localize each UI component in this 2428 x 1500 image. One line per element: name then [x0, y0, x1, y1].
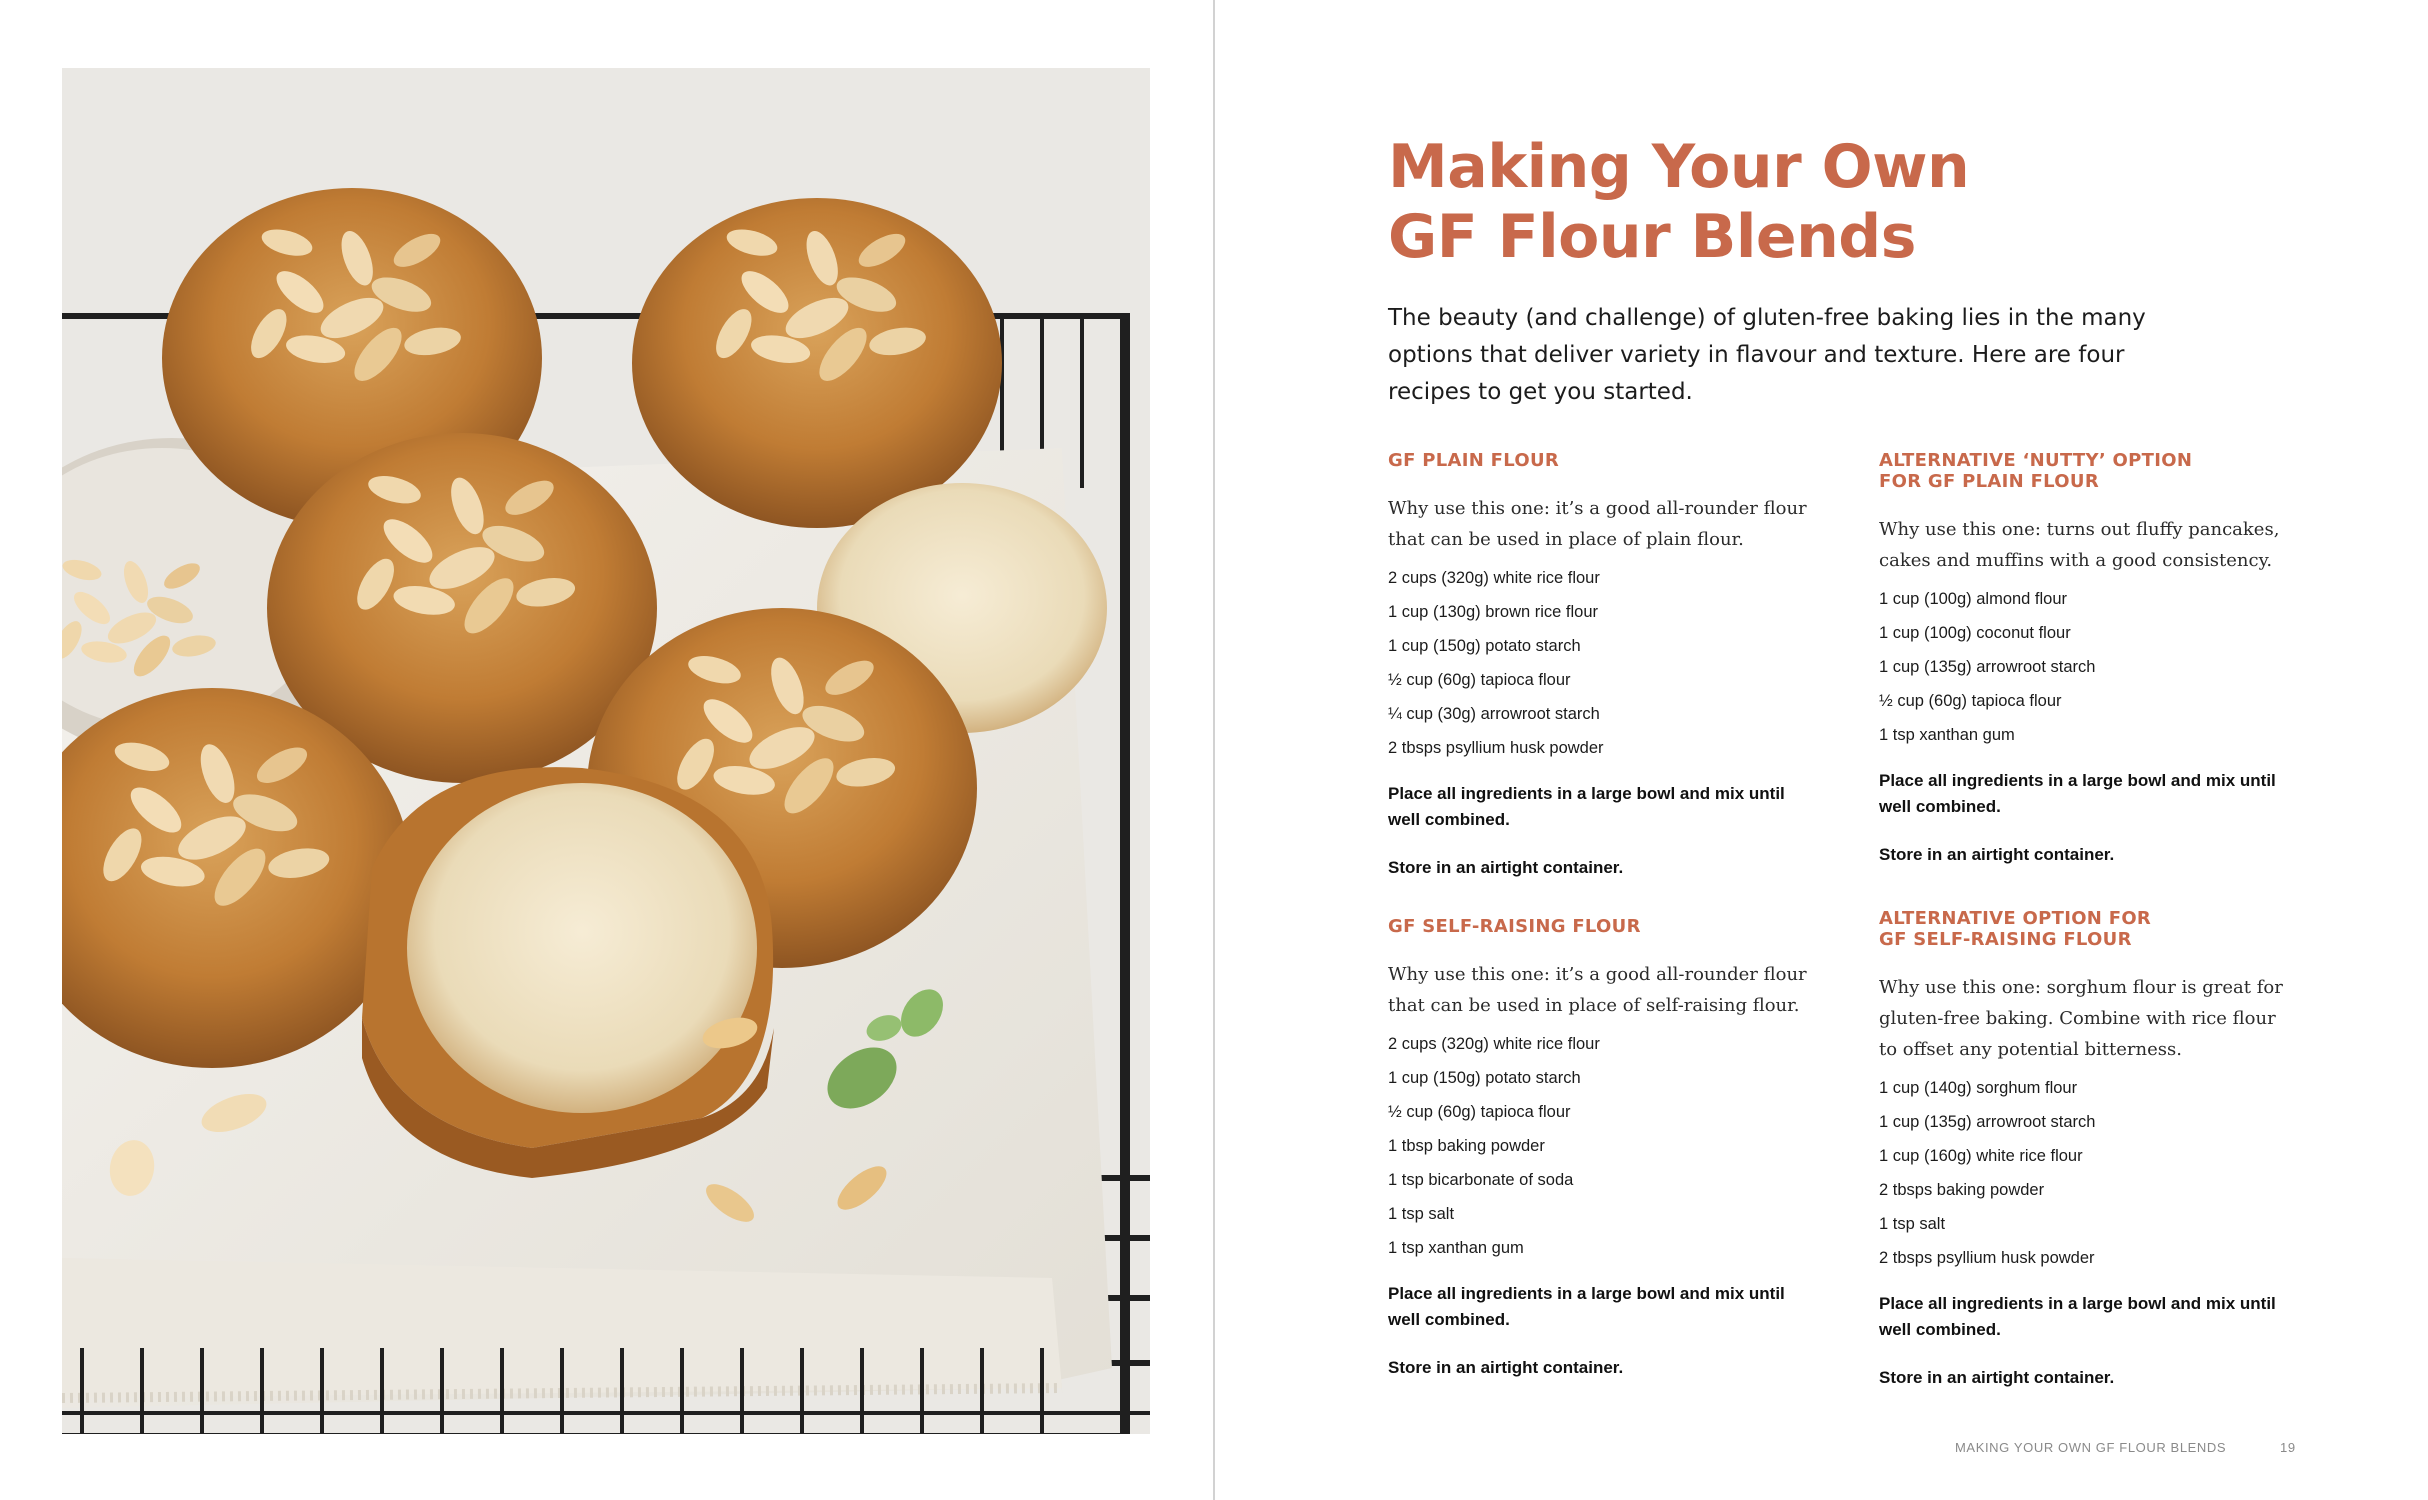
recipe-method: Place all ingredients in a large bowl and mix until well combined. [1879, 771, 2276, 816]
recipe-method: Place all ingredients in a large bowl and mix until well combined. [1388, 784, 1785, 829]
page-title [1388, 132, 2088, 272]
ingredient-item: 2 tbsps psyllium husk powder [1879, 1249, 2095, 1267]
recipe-why: Why use this one: it’s a good all-rounder flour that can be used in place of plain flour. [1388, 498, 1807, 550]
ingredient-item: 1 cup (140g) sorghum flour [1879, 1079, 2078, 1097]
ingredient-item: 1 cup (135g) arrowroot starch [1879, 1113, 2096, 1131]
recipe-heading [1388, 916, 1808, 937]
intro-paragraph: The beauty (and challenge) of gluten-free baking lies in the many options that deliver variety in flavour and texture. Here are four recipes to get you started. [1388, 305, 2146, 405]
ingredient-item: 1 tsp xanthan gum [1879, 726, 2015, 744]
ingredient-item: 1 cup (150g) potato starch [1388, 637, 1581, 655]
ingredient-list [1388, 1027, 1808, 1265]
ingredient-item: 2 tbsps baking powder [1879, 1181, 2045, 1199]
ingredient-item: 1 tsp salt [1388, 1205, 1455, 1223]
ingredient-list [1879, 582, 2299, 752]
recipe-why: Why use this one: it’s a good all-rounder flour that can be used in place of self-raising flour. [1388, 964, 1807, 1016]
page-title-line-1: Making Your Own [1388, 132, 1970, 202]
ingredient-item: 1 tsp salt [1879, 1215, 1946, 1233]
recipe-storage: Store in an airtight container. [1388, 858, 1624, 877]
recipe-why: Why use this one: turns out fluffy pancakes, cakes and muffins with a good consistency. [1879, 519, 2280, 571]
recipe-heading-line: GF PLAIN FLOUR [1388, 450, 1560, 471]
recipe-alternative-self-raising-flour [1879, 908, 2299, 1391]
recipe-heading [1388, 450, 1808, 471]
recipe-method: Place all ingredients in a large bowl and mix until well combined. [1879, 1294, 2276, 1339]
ingredient-item: ½ cup (60g) tapioca flour [1388, 1103, 1571, 1121]
ingredient-item: 1 tsp xanthan gum [1388, 1239, 1524, 1257]
right-page [1215, 0, 2428, 1500]
recipe-heading-line: ALTERNATIVE ‘NUTTY’ OPTION [1879, 450, 2193, 471]
recipe-storage: Store in an airtight container. [1879, 1368, 2115, 1387]
muffins-photo [62, 68, 1150, 1434]
recipe-heading-line: ALTERNATIVE OPTION FOR [1879, 908, 2152, 929]
ingredient-item: 1 tbsp baking powder [1388, 1137, 1545, 1155]
page-title-line-2: GF Flour Blends [1388, 202, 1916, 272]
recipe-method: Place all ingredients in a large bowl and mix until well combined. [1388, 1284, 1785, 1329]
left-page [0, 0, 1213, 1500]
ingredient-item: 1 tsp bicarbonate of soda [1388, 1171, 1574, 1189]
recipe-alternative-nutty-plain-flour [1879, 450, 2299, 868]
recipe-heading-line: FOR GF PLAIN FLOUR [1879, 471, 2099, 492]
ingredient-item: 1 cup (160g) white rice flour [1879, 1147, 2083, 1165]
recipe-why: Why use this one: sorghum flour is great for gluten-free baking. Combine with rice flour to offset any potential bitterness. [1879, 977, 2283, 1060]
recipe-heading [1879, 908, 2299, 950]
ingredient-list [1388, 561, 1808, 765]
ingredient-item: 1 cup (100g) almond flour [1879, 590, 2068, 608]
running-head: MAKING YOUR OWN GF FLOUR BLENDS [1955, 1440, 2227, 1455]
ingredient-item: 1 cup (135g) arrowroot starch [1879, 658, 2096, 676]
ingredient-item: ¼ cup (30g) arrowroot starch [1388, 705, 1600, 723]
recipe-storage: Store in an airtight container. [1388, 1358, 1624, 1377]
recipe-gf-plain-flour [1388, 450, 1808, 881]
recipe-gf-self-raising-flour [1388, 916, 1808, 1381]
recipe-heading-line: GF SELF-RAISING FLOUR [1879, 929, 2132, 950]
ingredient-item: 1 cup (150g) potato starch [1388, 1069, 1581, 1087]
ingredient-item: 2 cups (320g) white rice flour [1388, 1035, 1600, 1053]
ingredient-item: 1 cup (130g) brown rice flour [1388, 603, 1599, 621]
recipe-heading [1879, 450, 2299, 492]
ingredient-item: 2 tbsps psyllium husk powder [1388, 739, 1604, 757]
recipe-heading-line: GF SELF-RAISING FLOUR [1388, 916, 1641, 937]
ingredient-list [1879, 1071, 2299, 1275]
ingredient-item: ½ cup (60g) tapioca flour [1388, 671, 1571, 689]
ingredient-item: ½ cup (60g) tapioca flour [1879, 692, 2062, 710]
page-number: 19 [2280, 1440, 2296, 1455]
ingredient-item: 2 cups (320g) white rice flour [1388, 569, 1600, 587]
ingredient-item: 1 cup (100g) coconut flour [1879, 624, 2071, 642]
recipe-storage: Store in an airtight container. [1879, 845, 2115, 864]
